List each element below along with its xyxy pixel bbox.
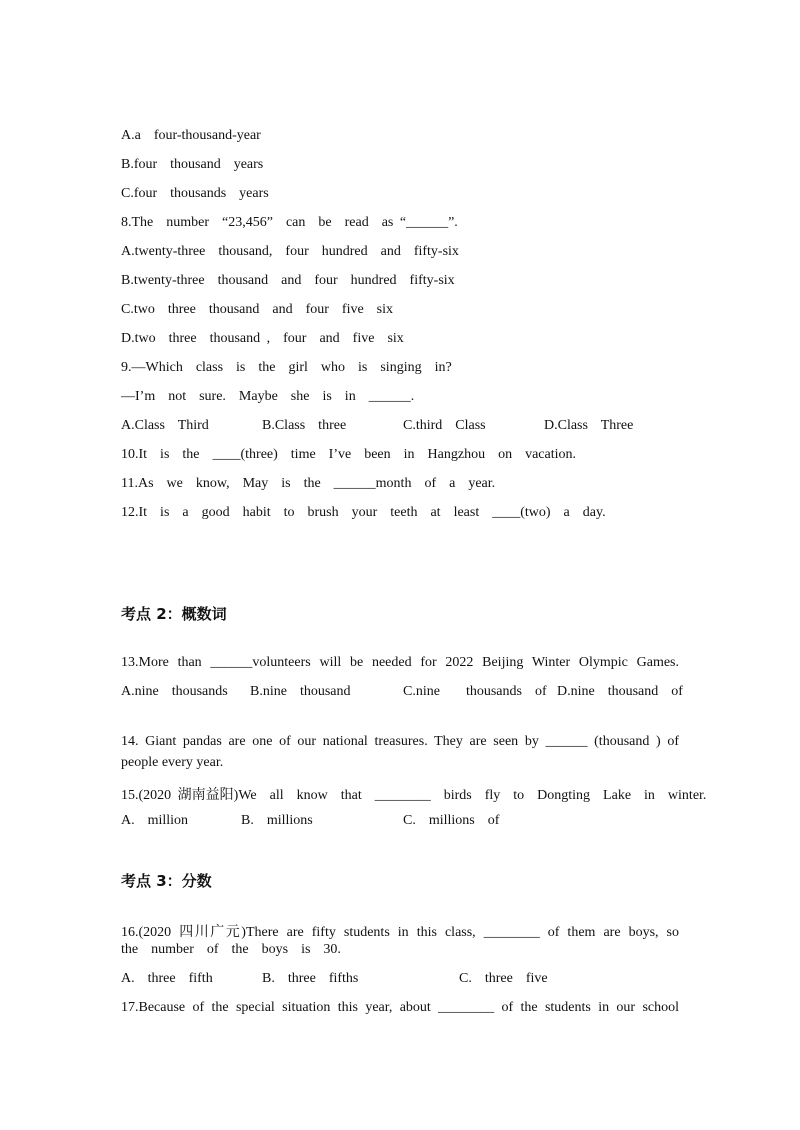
q8-option-d: D.two three thousand , four and five six	[121, 331, 404, 346]
q16-option-c: C. three five	[459, 971, 548, 986]
q9-line2: —I’m not sure. Maybe she is in ______.	[121, 389, 415, 404]
q9-option-c: C.third Class	[403, 418, 486, 433]
q13-option-d: D.nine thousand of	[557, 684, 683, 699]
q15-option-c: C. millions of	[403, 813, 500, 828]
q15-option-a: A. million	[121, 813, 189, 828]
q8-stem: 8.The number “23,456” can be read as “______”.	[121, 215, 458, 230]
q16-line2: the number of the boys is 30.	[121, 942, 341, 957]
q8-option-b: B.twenty-three thousand and four hundred fifty-six	[121, 273, 455, 288]
q7-option-a: A.a four-thousand-year	[121, 128, 261, 143]
q15-option-b: B. millions	[241, 813, 313, 828]
q16-option-a: A. three fifth	[121, 971, 213, 986]
q9-option-b: B.Class three	[262, 418, 347, 433]
q15-stem: 15.(2020 湖南益阳)We all know that ________ birds fly to Dongting Lake in winter.	[121, 788, 707, 803]
q17-stem: 17.Because of the special situation this year, about ________ of the students in our school	[121, 1000, 679, 1015]
q14-line2: people every year.	[121, 755, 224, 770]
q13-option-a: A.nine thousands	[121, 684, 228, 699]
q8-option-c: C.two three thousand and four five six	[121, 302, 394, 317]
q9-option-a: A.Class Third	[121, 418, 209, 433]
section2-heading: 考点 2：概数词	[121, 605, 227, 623]
q16-option-b: B. three fifths	[262, 971, 359, 986]
q16-line1: 16.(2020 四川广元)There are fifty students in this class, ________ of them are boys, so	[121, 925, 679, 940]
q13-option-c: C.nine thousands of	[403, 684, 547, 699]
q12: 12.It is a good habit to brush your teeth at least ____(two) a day.	[121, 505, 606, 520]
q13-option-b: B.nine thousand	[250, 684, 351, 699]
q11: 11.As we know, May is the ______month of a year.	[121, 476, 496, 491]
q10: 10.It is the ____(three) time I’ve been in Hangzhou on vacation.	[121, 447, 576, 462]
q8-option-a: A.twenty-three thousand, four hundred and fifty-six	[121, 244, 459, 259]
q7-option-b: B.four thousand years	[121, 157, 264, 172]
q14-line1: 14. Giant pandas are one of our national treasures. They are seen by ______ (thousand ) of	[121, 734, 679, 749]
section3-heading: 考点 3：分数	[121, 872, 212, 890]
q9-option-d: D.Class Three	[544, 418, 634, 433]
q7-option-c: C.four thousands years	[121, 186, 269, 201]
q9-line1: 9.—Which class is the girl who is singing in?	[121, 360, 452, 375]
q13-stem: 13.More than ______volunteers will be needed for 2022 Beijing Winter Olympic Games.	[121, 655, 679, 670]
